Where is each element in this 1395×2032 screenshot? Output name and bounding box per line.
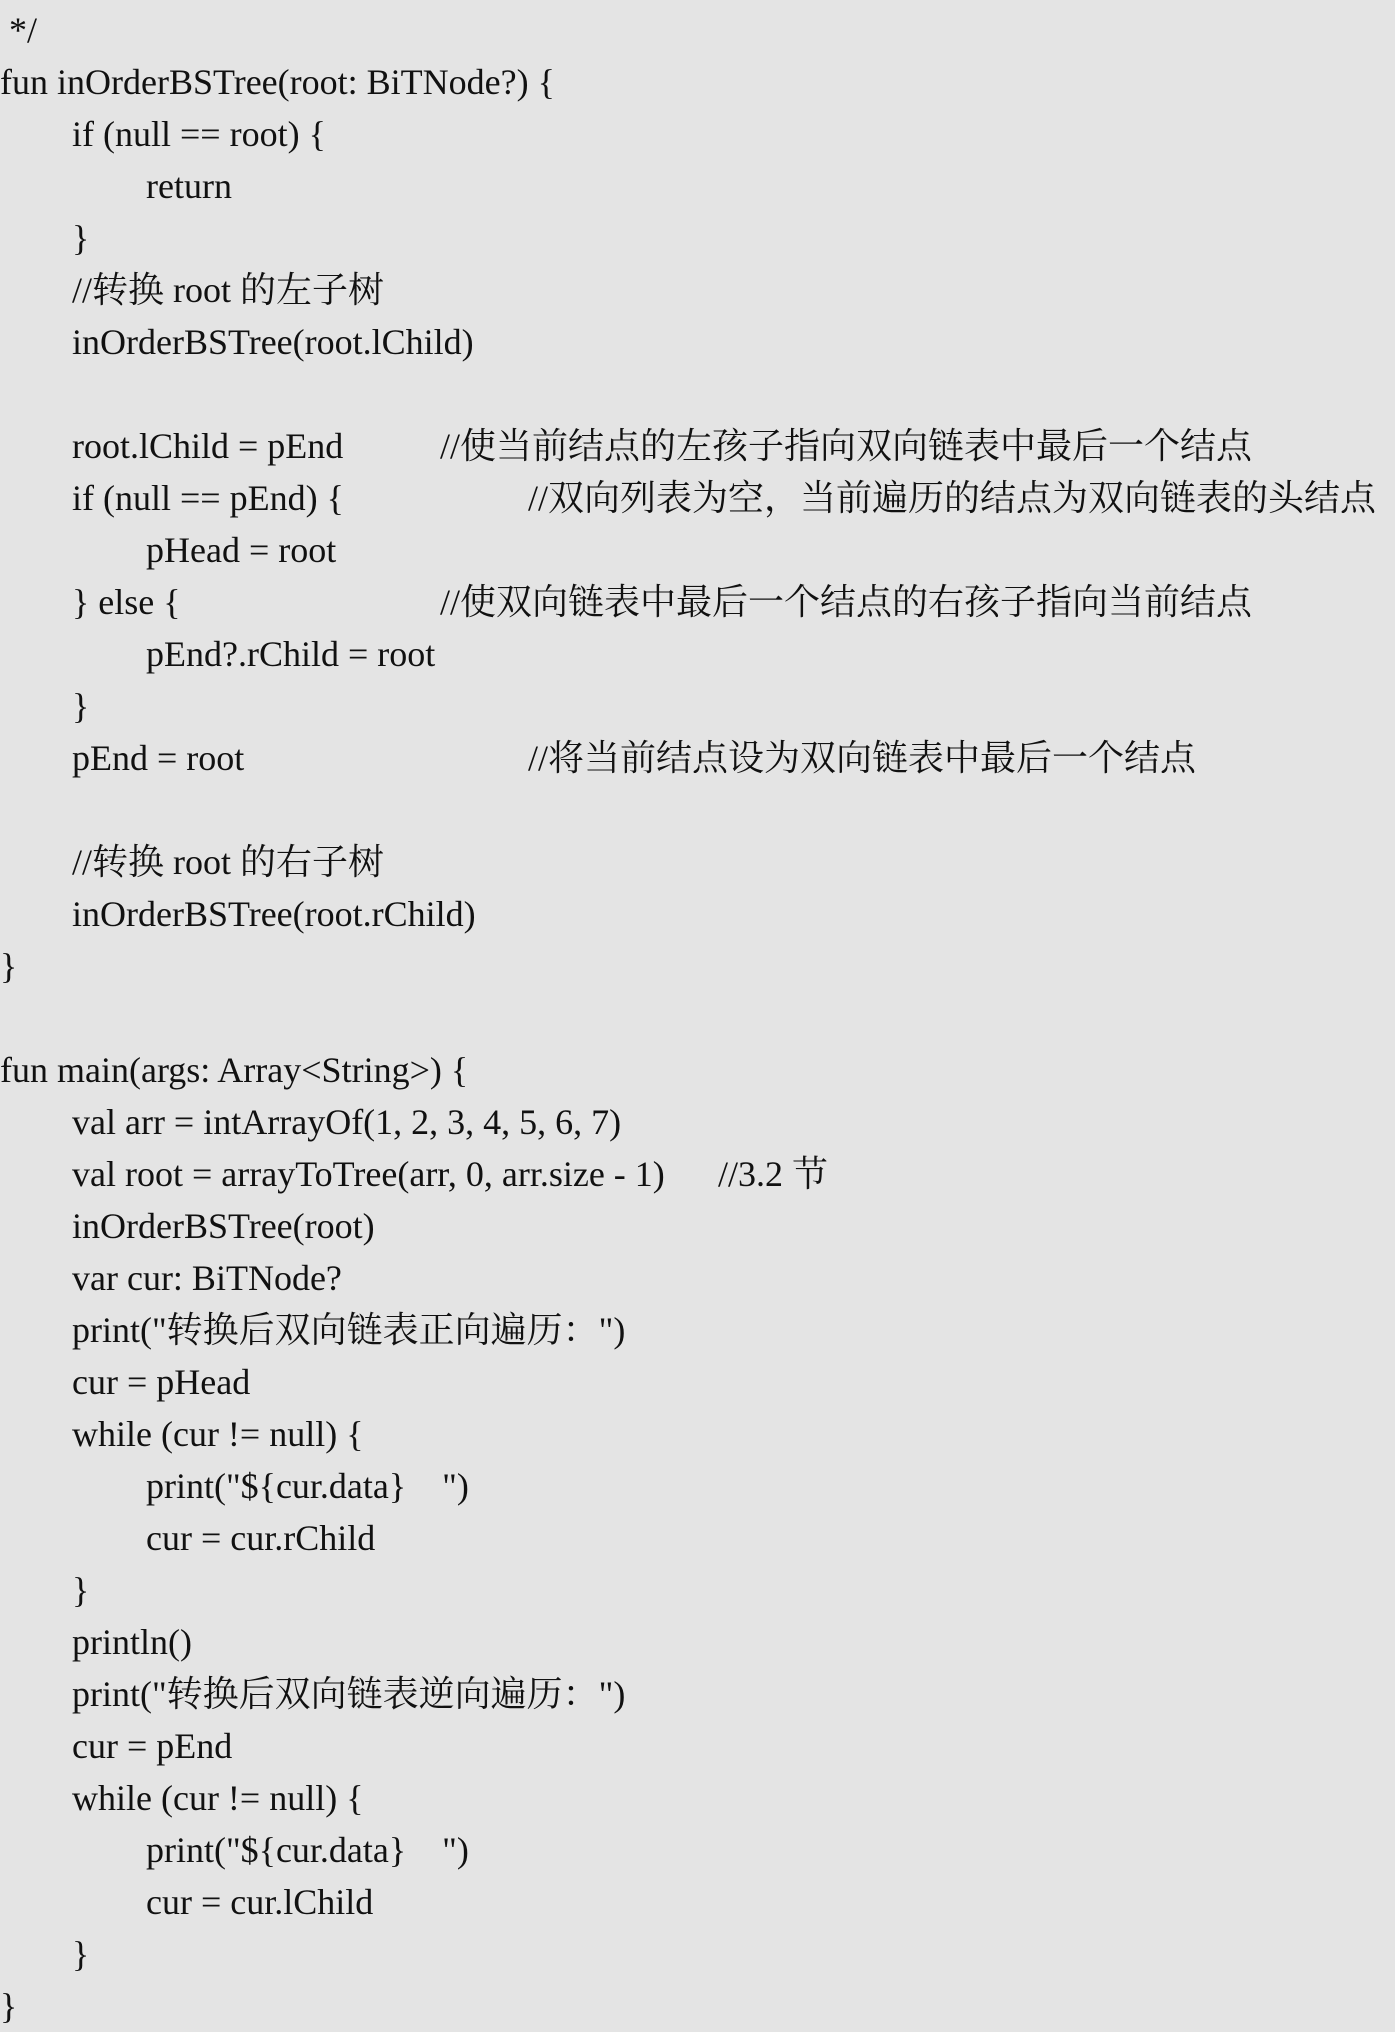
code-text: while (cur != null) { [72, 1778, 364, 1818]
code-comment: //使双向链表中最后一个结点的右孩子指向当前结点 [440, 582, 1253, 622]
code-text: if (null == pEnd) { [72, 478, 344, 518]
code-line [0, 1876, 1395, 1928]
code-text: inOrderBSTree(root.lChild) [72, 322, 474, 362]
code-line [0, 108, 1395, 160]
code-line [0, 56, 1395, 108]
code-text: print("${cur.data} ") [146, 1830, 469, 1870]
code-text: var cur: BiTNode? [72, 1258, 342, 1298]
code-line [0, 420, 1395, 472]
code-line [0, 1460, 1395, 1512]
code-line [0, 524, 1395, 576]
code-line [0, 1564, 1395, 1616]
code-text: //转换 root 的左子树 [72, 270, 384, 310]
code-text: pEnd = root [72, 738, 245, 778]
code-text: val root = arrayToTree(arr, 0, arr.size - 1) [72, 1154, 665, 1194]
code-line [0, 576, 1395, 628]
code-text: print("转换后双向链表逆向遍历：") [72, 1674, 626, 1714]
code-text: print("${cur.data} ") [146, 1466, 469, 1506]
code-text: while (cur != null) { [72, 1414, 364, 1454]
code-text: root.lChild = pEnd [72, 426, 344, 466]
code-listing [0, 4, 1395, 2032]
code-text: println() [72, 1622, 192, 1662]
code-text: inOrderBSTree(root) [72, 1206, 375, 1246]
code-line [0, 4, 1395, 56]
code-line [0, 1980, 1395, 2032]
code-text: cur = pEnd [72, 1726, 233, 1766]
code-text: return [146, 166, 232, 206]
code-text: print("转换后双向链表正向遍历：") [72, 1310, 626, 1350]
code-text: //转换 root 的右子树 [72, 842, 384, 882]
code-line [0, 264, 1395, 316]
code-comment: //将当前结点设为双向链表中最后一个结点 [528, 738, 1197, 778]
code-text: cur = cur.rChild [146, 1518, 376, 1558]
code-line [0, 160, 1395, 212]
code-comment: //3.2 节 [718, 1154, 829, 1194]
code-line [0, 472, 1395, 524]
code-text: } [0, 1986, 18, 2026]
code-line [0, 1720, 1395, 1772]
code-line [0, 1824, 1395, 1876]
code-comment: //使当前结点的左孩子指向双向链表中最后一个结点 [440, 426, 1253, 466]
code-text: inOrderBSTree(root.rChild) [72, 894, 476, 934]
code-line [0, 1096, 1395, 1148]
code-line [0, 1408, 1395, 1460]
code-text: pHead = root [146, 530, 337, 570]
code-line [0, 368, 1395, 420]
code-line [0, 940, 1395, 992]
code-line [0, 784, 1395, 836]
code-line [0, 1044, 1395, 1096]
code-line [0, 1304, 1395, 1356]
code-line [0, 212, 1395, 264]
code-line [0, 1772, 1395, 1824]
code-line [0, 1200, 1395, 1252]
code-line [0, 888, 1395, 940]
code-line [0, 1616, 1395, 1668]
code-line [0, 1928, 1395, 1980]
code-line [0, 1512, 1395, 1564]
code-text: } else { [72, 582, 181, 622]
code-text: pEnd?.rChild = root [146, 634, 436, 674]
code-line [0, 1252, 1395, 1304]
code-line [0, 680, 1395, 732]
code-text: cur = cur.lChild [146, 1882, 374, 1922]
code-line [0, 1148, 1395, 1200]
code-text: if (null == root) { [72, 114, 326, 154]
code-text: } [72, 218, 90, 258]
code-line [0, 836, 1395, 888]
code-line [0, 628, 1395, 680]
code-text: */ [0, 10, 38, 50]
code-text: } [0, 946, 18, 986]
code-line [0, 1356, 1395, 1408]
code-line [0, 1668, 1395, 1720]
code-text: } [72, 686, 90, 726]
code-comment: //双向列表为空，当前遍历的结点为双向链表的头结点 [528, 478, 1377, 518]
code-line [0, 732, 1395, 784]
code-text: cur = pHead [72, 1362, 251, 1402]
code-text: fun inOrderBSTree(root: BiTNode?) { [0, 62, 555, 102]
code-text: } [72, 1934, 90, 1974]
code-line [0, 316, 1395, 368]
code-text: } [72, 1570, 90, 1610]
code-text: fun main(args: Array<String>) { [0, 1050, 469, 1090]
code-text: val arr = intArrayOf(1, 2, 3, 4, 5, 6, 7) [72, 1102, 622, 1142]
code-line [0, 992, 1395, 1044]
